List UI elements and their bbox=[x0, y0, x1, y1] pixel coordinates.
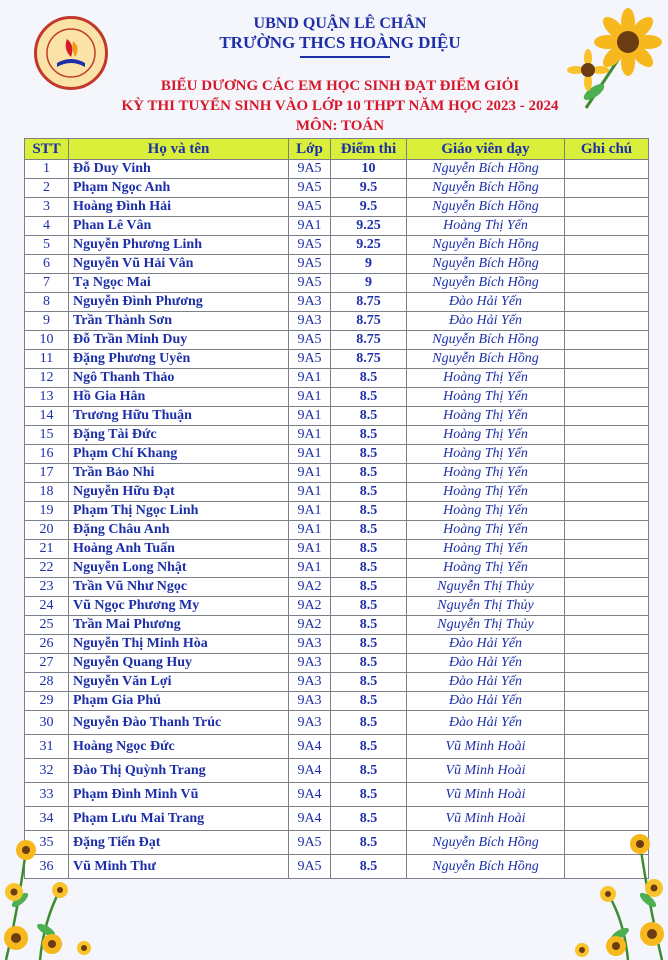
cell-name: Đặng Phương Uyên bbox=[69, 350, 289, 369]
cell-class: 9A4 bbox=[289, 759, 331, 783]
cell-score: 8.5 bbox=[331, 597, 407, 616]
cell-teacher: Nguyễn Thị Thủy bbox=[407, 578, 565, 597]
table-row bbox=[25, 559, 649, 578]
cell-score: 8.5 bbox=[331, 369, 407, 388]
cell-note bbox=[565, 426, 649, 445]
cell-teacher: Hoàng Thị Yến bbox=[407, 388, 565, 407]
honor-roll-table bbox=[24, 138, 649, 879]
table-row bbox=[25, 735, 649, 759]
cell-note bbox=[565, 407, 649, 426]
cell-note bbox=[565, 735, 649, 759]
title-line-1: BIỂU DƯƠNG CÁC EM HỌC SINH ĐẠT ĐIỂM GIỎI bbox=[160, 78, 520, 94]
cell-stt: 1 bbox=[25, 160, 69, 179]
cell-stt: 28 bbox=[25, 673, 69, 692]
cell-teacher: Đào Hải Yến bbox=[407, 635, 565, 654]
cell-stt: 13 bbox=[25, 388, 69, 407]
sunflower-decoration-icon bbox=[566, 8, 662, 116]
cell-score: 8.5 bbox=[331, 502, 407, 521]
cell-stt: 31 bbox=[25, 735, 69, 759]
cell-teacher: Hoàng Thị Yến bbox=[407, 445, 565, 464]
cell-stt: 8 bbox=[25, 293, 69, 312]
cell-score: 8.75 bbox=[331, 293, 407, 312]
cell-class: 9A2 bbox=[289, 597, 331, 616]
cell-score: 8.75 bbox=[331, 331, 407, 350]
title-divider bbox=[300, 56, 390, 58]
table-row bbox=[25, 464, 649, 483]
cell-class: 9A5 bbox=[289, 198, 331, 217]
cell-note bbox=[565, 445, 649, 464]
cell-name: Hoàng Anh Tuấn bbox=[69, 540, 289, 559]
cell-class: 9A3 bbox=[289, 635, 331, 654]
cell-score: 8.5 bbox=[331, 521, 407, 540]
cell-stt: 9 bbox=[25, 312, 69, 331]
cell-teacher: Nguyễn Bích Hồng bbox=[407, 831, 565, 855]
cell-score: 9.25 bbox=[331, 217, 407, 236]
cell-note bbox=[565, 350, 649, 369]
cell-score: 8.5 bbox=[331, 807, 407, 831]
cell-name: Đỗ Trần Minh Duy bbox=[69, 331, 289, 350]
cell-teacher: Hoàng Thị Yến bbox=[407, 407, 565, 426]
cell-class: 9A1 bbox=[289, 445, 331, 464]
cell-class: 9A3 bbox=[289, 654, 331, 673]
cell-class: 9A1 bbox=[289, 426, 331, 445]
table-body bbox=[25, 160, 649, 879]
cell-teacher: Đào Hải Yến bbox=[407, 692, 565, 711]
cell-note bbox=[565, 807, 649, 831]
cell-name: Hoàng Ngọc Đức bbox=[69, 735, 289, 759]
table-row bbox=[25, 654, 649, 673]
table-row bbox=[25, 445, 649, 464]
cell-class: 9A5 bbox=[289, 179, 331, 198]
page-header bbox=[0, 0, 668, 138]
subject-title: MÔN: TOÁN bbox=[295, 118, 385, 134]
cell-class: 9A1 bbox=[289, 464, 331, 483]
cell-teacher: Nguyễn Bích Hồng bbox=[407, 160, 565, 179]
cell-name: Đỗ Duy Vinh bbox=[69, 160, 289, 179]
school-name: TRƯỜNG THCS HOÀNG DIỆU bbox=[219, 33, 461, 52]
cell-score: 8.5 bbox=[331, 616, 407, 635]
cell-note bbox=[565, 312, 649, 331]
cell-class: 9A1 bbox=[289, 388, 331, 407]
table-row bbox=[25, 759, 649, 783]
cell-teacher: Vũ Minh Hoài bbox=[407, 735, 565, 759]
cell-note bbox=[565, 502, 649, 521]
cell-teacher: Nguyễn Bích Hồng bbox=[407, 236, 565, 255]
table-row bbox=[25, 293, 649, 312]
cell-note bbox=[565, 369, 649, 388]
cell-note bbox=[565, 692, 649, 711]
table-row bbox=[25, 217, 649, 236]
cell-class: 9A1 bbox=[289, 407, 331, 426]
cell-class: 9A1 bbox=[289, 483, 331, 502]
cell-class: 9A5 bbox=[289, 331, 331, 350]
table-row bbox=[25, 407, 649, 426]
cell-stt: 21 bbox=[25, 540, 69, 559]
table-row bbox=[25, 160, 649, 179]
flowers-decoration-left-icon bbox=[0, 830, 96, 960]
cell-stt: 26 bbox=[25, 635, 69, 654]
cell-name: Trương Hữu Thuận bbox=[69, 407, 289, 426]
cell-name: Phạm Lưu Mai Trang bbox=[69, 807, 289, 831]
cell-note bbox=[565, 179, 649, 198]
cell-score: 8.5 bbox=[331, 711, 407, 735]
cell-teacher: Nguyễn Bích Hồng bbox=[407, 255, 565, 274]
column-header-class: Lớp bbox=[289, 139, 331, 160]
cell-name: Nguyễn Thị Minh Hòa bbox=[69, 635, 289, 654]
cell-class: 9A3 bbox=[289, 293, 331, 312]
cell-class: 9A1 bbox=[289, 521, 331, 540]
cell-name: Phạm Thị Ngọc Linh bbox=[69, 502, 289, 521]
cell-name: Nguyễn Phương Linh bbox=[69, 236, 289, 255]
cell-name: Nguyễn Long Nhật bbox=[69, 559, 289, 578]
table-row bbox=[25, 274, 649, 293]
cell-class: 9A2 bbox=[289, 616, 331, 635]
cell-teacher: Hoàng Thị Yến bbox=[407, 426, 565, 445]
table-row bbox=[25, 198, 649, 217]
cell-teacher: Đào Hải Yến bbox=[407, 673, 565, 692]
cell-stt: 15 bbox=[25, 426, 69, 445]
cell-class: 9A5 bbox=[289, 274, 331, 293]
cell-stt: 2 bbox=[25, 179, 69, 198]
cell-class: 9A1 bbox=[289, 559, 331, 578]
cell-stt: 34 bbox=[25, 807, 69, 831]
cell-class: 9A1 bbox=[289, 502, 331, 521]
cell-note bbox=[565, 464, 649, 483]
table-row bbox=[25, 350, 649, 369]
table-row bbox=[25, 807, 649, 831]
cell-note bbox=[565, 711, 649, 735]
cell-note bbox=[565, 597, 649, 616]
cell-score: 9.5 bbox=[331, 198, 407, 217]
cell-name: Đặng Tiến Đạt bbox=[69, 831, 289, 855]
table-row bbox=[25, 831, 649, 855]
flowers-decoration-right-icon bbox=[568, 830, 668, 960]
cell-name: Hồ Gia Hân bbox=[69, 388, 289, 407]
cell-name: Nguyễn Vũ Hải Vân bbox=[69, 255, 289, 274]
table-row bbox=[25, 236, 649, 255]
cell-class: 9A5 bbox=[289, 160, 331, 179]
cell-score: 8.75 bbox=[331, 312, 407, 331]
cell-score: 9.5 bbox=[331, 179, 407, 198]
cell-stt: 23 bbox=[25, 578, 69, 597]
cell-stt: 10 bbox=[25, 331, 69, 350]
cell-class: 9A4 bbox=[289, 807, 331, 831]
cell-note bbox=[565, 559, 649, 578]
cell-teacher: Nguyễn Bích Hồng bbox=[407, 350, 565, 369]
org-name: UBND QUẬN LÊ CHÂN bbox=[253, 15, 427, 32]
cell-score: 8.5 bbox=[331, 759, 407, 783]
cell-name: Hoàng Đình Hải bbox=[69, 198, 289, 217]
cell-teacher: Hoàng Thị Yến bbox=[407, 540, 565, 559]
table-row bbox=[25, 483, 649, 502]
cell-note bbox=[565, 616, 649, 635]
table-row bbox=[25, 312, 649, 331]
cell-stt: 6 bbox=[25, 255, 69, 274]
cell-stt: 11 bbox=[25, 350, 69, 369]
cell-teacher: Hoàng Thị Yến bbox=[407, 483, 565, 502]
table-row bbox=[25, 540, 649, 559]
cell-class: 9A3 bbox=[289, 312, 331, 331]
cell-name: Đặng Tài Đức bbox=[69, 426, 289, 445]
cell-score: 8.5 bbox=[331, 407, 407, 426]
cell-name: Trần Vũ Như Ngọc bbox=[69, 578, 289, 597]
cell-stt: 25 bbox=[25, 616, 69, 635]
cell-score: 8.5 bbox=[331, 635, 407, 654]
cell-stt: 32 bbox=[25, 759, 69, 783]
cell-note bbox=[565, 388, 649, 407]
cell-name: Nguyễn Đào Thanh Trúc bbox=[69, 711, 289, 735]
cell-stt: 36 bbox=[25, 855, 69, 879]
cell-stt: 4 bbox=[25, 217, 69, 236]
cell-note bbox=[565, 255, 649, 274]
cell-stt: 33 bbox=[25, 783, 69, 807]
column-header-stt: STT bbox=[25, 139, 69, 160]
cell-class: 9A1 bbox=[289, 540, 331, 559]
cell-note bbox=[565, 654, 649, 673]
cell-teacher: Nguyễn Bích Hồng bbox=[407, 331, 565, 350]
table-row bbox=[25, 331, 649, 350]
cell-name: Trần Bảo Nhi bbox=[69, 464, 289, 483]
cell-note bbox=[565, 236, 649, 255]
cell-note bbox=[565, 483, 649, 502]
cell-teacher: Hoàng Thị Yến bbox=[407, 369, 565, 388]
cell-teacher: Vũ Minh Hoài bbox=[407, 807, 565, 831]
cell-teacher: Nguyễn Bích Hồng bbox=[407, 274, 565, 293]
table-row bbox=[25, 616, 649, 635]
cell-note bbox=[565, 578, 649, 597]
cell-stt: 27 bbox=[25, 654, 69, 673]
cell-stt: 14 bbox=[25, 407, 69, 426]
cell-name: Đặng Châu Anh bbox=[69, 521, 289, 540]
table-row bbox=[25, 578, 649, 597]
table-row bbox=[25, 673, 649, 692]
cell-stt: 12 bbox=[25, 369, 69, 388]
table-row bbox=[25, 426, 649, 445]
cell-stt: 16 bbox=[25, 445, 69, 464]
cell-class: 9A1 bbox=[289, 217, 331, 236]
cell-score: 8.5 bbox=[331, 426, 407, 445]
cell-note bbox=[565, 274, 649, 293]
cell-score: 8.75 bbox=[331, 350, 407, 369]
cell-score: 8.5 bbox=[331, 483, 407, 502]
cell-stt: 7 bbox=[25, 274, 69, 293]
table-row bbox=[25, 521, 649, 540]
table-row bbox=[25, 711, 649, 735]
table-row bbox=[25, 255, 649, 274]
cell-name: Nguyễn Đình Phương bbox=[69, 293, 289, 312]
cell-score: 8.5 bbox=[331, 783, 407, 807]
cell-note bbox=[565, 293, 649, 312]
cell-score: 8.5 bbox=[331, 559, 407, 578]
cell-note bbox=[565, 521, 649, 540]
cell-score: 8.5 bbox=[331, 540, 407, 559]
table-row bbox=[25, 179, 649, 198]
cell-stt: 17 bbox=[25, 464, 69, 483]
cell-name: Phạm Gia Phú bbox=[69, 692, 289, 711]
cell-stt: 19 bbox=[25, 502, 69, 521]
cell-stt: 20 bbox=[25, 521, 69, 540]
cell-note bbox=[565, 783, 649, 807]
table-row bbox=[25, 855, 649, 879]
cell-teacher: Hoàng Thị Yến bbox=[407, 217, 565, 236]
cell-class: 9A5 bbox=[289, 831, 331, 855]
cell-class: 9A2 bbox=[289, 578, 331, 597]
cell-teacher: Nguyễn Thị Thủy bbox=[407, 616, 565, 635]
cell-name: Phạm Ngọc Anh bbox=[69, 179, 289, 198]
cell-class: 9A3 bbox=[289, 673, 331, 692]
cell-score: 8.5 bbox=[331, 735, 407, 759]
cell-name: Nguyễn Quang Huy bbox=[69, 654, 289, 673]
title-line-2: KỲ THI TUYỂN SINH VÀO LỚP 10 THPT NĂM HỌC 2023 - 2024 bbox=[121, 98, 559, 114]
cell-name: Trần Thành Sơn bbox=[69, 312, 289, 331]
cell-note bbox=[565, 759, 649, 783]
cell-score: 9 bbox=[331, 274, 407, 293]
cell-note bbox=[565, 160, 649, 179]
table-row bbox=[25, 692, 649, 711]
cell-score: 8.5 bbox=[331, 388, 407, 407]
cell-stt: 29 bbox=[25, 692, 69, 711]
cell-score: 9.25 bbox=[331, 236, 407, 255]
table-row bbox=[25, 502, 649, 521]
cell-class: 9A1 bbox=[289, 369, 331, 388]
cell-name: Đào Thị Quỳnh Trang bbox=[69, 759, 289, 783]
cell-teacher: Hoàng Thị Yến bbox=[407, 559, 565, 578]
cell-stt: 22 bbox=[25, 559, 69, 578]
cell-teacher: Vũ Minh Hoài bbox=[407, 759, 565, 783]
cell-score: 8.5 bbox=[331, 578, 407, 597]
cell-teacher: Đào Hải Yến bbox=[407, 293, 565, 312]
cell-score: 9 bbox=[331, 255, 407, 274]
cell-class: 9A5 bbox=[289, 855, 331, 879]
cell-score: 8.5 bbox=[331, 855, 407, 879]
table-row bbox=[25, 783, 649, 807]
cell-note bbox=[565, 540, 649, 559]
cell-name: Tạ Ngọc Mai bbox=[69, 274, 289, 293]
cell-teacher: Đào Hải Yến bbox=[407, 312, 565, 331]
cell-score: 8.5 bbox=[331, 445, 407, 464]
cell-stt: 18 bbox=[25, 483, 69, 502]
cell-stt: 5 bbox=[25, 236, 69, 255]
cell-teacher: Hoàng Thị Yến bbox=[407, 464, 565, 483]
column-header-teacher: Giáo viên dạy bbox=[407, 139, 565, 160]
cell-note bbox=[565, 217, 649, 236]
cell-teacher: Đào Hải Yến bbox=[407, 654, 565, 673]
table-row bbox=[25, 388, 649, 407]
cell-class: 9A4 bbox=[289, 735, 331, 759]
cell-teacher: Nguyễn Thị Thủy bbox=[407, 597, 565, 616]
table-header-row bbox=[25, 139, 649, 160]
cell-score: 8.5 bbox=[331, 692, 407, 711]
cell-note bbox=[565, 331, 649, 350]
cell-teacher: Hoàng Thị Yến bbox=[407, 521, 565, 540]
cell-name: Phạm Đình Minh Vũ bbox=[69, 783, 289, 807]
cell-name: Phan Lê Vân bbox=[69, 217, 289, 236]
cell-name: Vũ Minh Thư bbox=[69, 855, 289, 879]
cell-class: 9A5 bbox=[289, 236, 331, 255]
cell-teacher: Đào Hải Yến bbox=[407, 711, 565, 735]
cell-score: 8.5 bbox=[331, 831, 407, 855]
column-header-note: Ghi chú bbox=[565, 139, 649, 160]
cell-class: 9A3 bbox=[289, 711, 331, 735]
cell-score: 10 bbox=[331, 160, 407, 179]
cell-score: 8.5 bbox=[331, 654, 407, 673]
cell-note bbox=[565, 635, 649, 654]
table-row bbox=[25, 635, 649, 654]
cell-score: 8.5 bbox=[331, 673, 407, 692]
cell-stt: 35 bbox=[25, 831, 69, 855]
table-row bbox=[25, 369, 649, 388]
cell-name: Vũ Ngọc Phương My bbox=[69, 597, 289, 616]
cell-class: 9A4 bbox=[289, 783, 331, 807]
table-row bbox=[25, 597, 649, 616]
cell-teacher: Nguyễn Bích Hồng bbox=[407, 179, 565, 198]
column-header-score: Điểm thi bbox=[331, 139, 407, 160]
cell-class: 9A5 bbox=[289, 255, 331, 274]
cell-teacher: Nguyễn Bích Hồng bbox=[407, 855, 565, 879]
cell-name: Trần Mai Phương bbox=[69, 616, 289, 635]
cell-name: Ngô Thanh Thảo bbox=[69, 369, 289, 388]
column-header-name: Họ và tên bbox=[69, 139, 289, 160]
cell-note bbox=[565, 198, 649, 217]
cell-name: Nguyễn Văn Lợi bbox=[69, 673, 289, 692]
cell-stt: 3 bbox=[25, 198, 69, 217]
cell-teacher: Nguyễn Bích Hồng bbox=[407, 198, 565, 217]
cell-class: 9A3 bbox=[289, 692, 331, 711]
cell-name: Phạm Chí Khang bbox=[69, 445, 289, 464]
cell-note bbox=[565, 673, 649, 692]
cell-class: 9A5 bbox=[289, 350, 331, 369]
cell-stt: 24 bbox=[25, 597, 69, 616]
cell-stt: 30 bbox=[25, 711, 69, 735]
cell-teacher: Hoàng Thị Yến bbox=[407, 502, 565, 521]
cell-teacher: Vũ Minh Hoài bbox=[407, 783, 565, 807]
cell-score: 8.5 bbox=[331, 464, 407, 483]
cell-name: Nguyễn Hữu Đạt bbox=[69, 483, 289, 502]
